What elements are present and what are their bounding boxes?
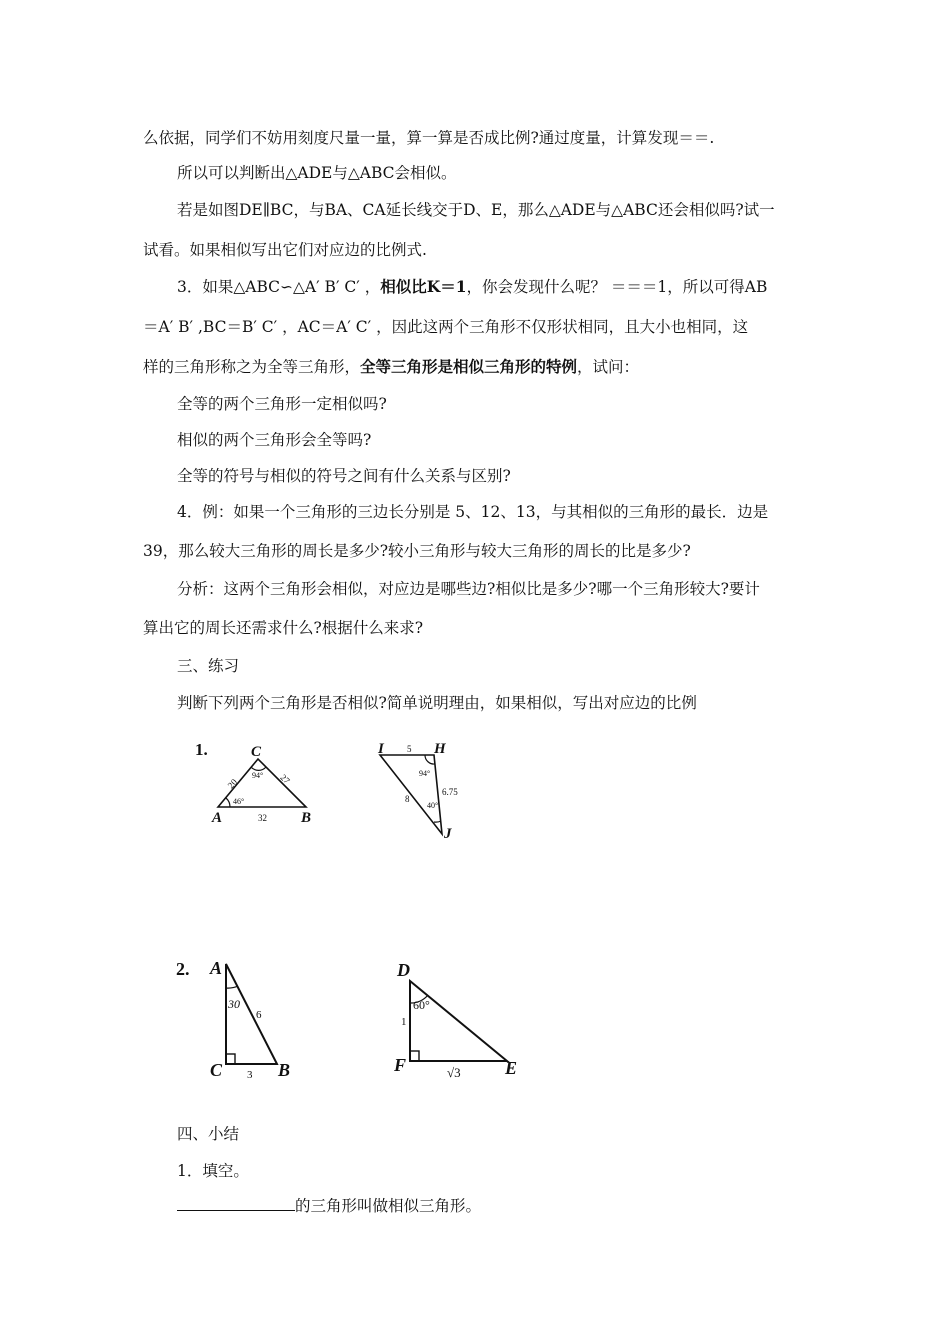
label-j: J bbox=[444, 826, 452, 842]
side-ab-length: 32 bbox=[258, 813, 267, 823]
side-bc-length: 27 bbox=[278, 772, 292, 786]
paragraph-4a bbox=[177, 276, 767, 298]
label-a: A bbox=[212, 810, 223, 826]
angle-a-arc bbox=[226, 798, 230, 807]
triangle-def bbox=[410, 981, 507, 1061]
label-b: B bbox=[301, 810, 312, 826]
side-ab-length-2: 6 bbox=[256, 1009, 262, 1021]
angle-d-value: 60° bbox=[413, 998, 430, 1012]
paragraph-3b: 试看。如果相似写出它们对应边的比例式. bbox=[143, 241, 427, 259]
label-a-2: A bbox=[210, 958, 223, 978]
figure-2 bbox=[170, 950, 530, 1085]
figure-2-number: 2. bbox=[176, 959, 190, 979]
angle-h-value: 94° bbox=[419, 769, 431, 778]
angle-a-value: 46° bbox=[233, 797, 245, 806]
side-cb-length-2: 3 bbox=[247, 1069, 253, 1081]
right-angle-f bbox=[410, 1051, 419, 1061]
label-e: E bbox=[505, 1058, 518, 1078]
fill-in-sentence bbox=[177, 1195, 481, 1217]
right-angle-c bbox=[226, 1054, 235, 1064]
side-fe-length: √3 bbox=[447, 1065, 461, 1080]
answer-blank[interactable] bbox=[177, 1196, 295, 1211]
label-d: D bbox=[397, 960, 410, 980]
paragraph-2: 所以可以判断出△ADE与△ABC会相似。 bbox=[177, 164, 457, 182]
angle-a-arc-2 bbox=[226, 986, 238, 988]
label-c-2: C bbox=[210, 1060, 223, 1080]
triangle-ihj bbox=[380, 755, 442, 834]
special-case-bold: 全等三角形是相似三角形的特例 bbox=[360, 357, 578, 376]
question-2: 相似的两个三角形会全等吗? bbox=[177, 431, 372, 449]
paragraph-4c bbox=[143, 356, 639, 378]
paragraph-4a-pre: 3．如果△ABC∽△A′ B′ C′ ， bbox=[177, 278, 381, 296]
side-ij-length: 8 bbox=[405, 794, 410, 804]
paragraph-4c-post: ，试问： bbox=[577, 358, 640, 376]
section-heading-practice: 三、练习 bbox=[177, 657, 240, 675]
side-df-length: 1 bbox=[401, 1016, 407, 1028]
angle-c-arc bbox=[251, 767, 266, 770]
angle-c-value: 94° bbox=[252, 771, 264, 780]
paragraph-6b: 算出它的周长还需求什么?根据什么来求? bbox=[143, 619, 424, 637]
side-ih-length: 5 bbox=[407, 744, 412, 754]
section-heading-summary: 四、小结 bbox=[177, 1125, 240, 1143]
paragraph-4a-post: ，你会发现什么呢？ ＝＝＝1，所以可得AB bbox=[466, 278, 768, 296]
similarity-ratio-bold: 相似比K＝1 bbox=[380, 277, 467, 296]
fill-in-title: 1．填空。 bbox=[177, 1162, 249, 1180]
angle-j-value: 40° bbox=[427, 801, 439, 810]
angle-j-arc bbox=[434, 821, 441, 822]
label-h: H bbox=[434, 741, 446, 757]
fill-in-text: 的三角形叫做相似三角形。 bbox=[295, 1197, 482, 1215]
paragraph-6a: 分析：这两个三角形会相似，对应边是哪些边?相似比是多少?哪一个三角形较大?要计 bbox=[177, 580, 760, 598]
label-b-2: B bbox=[278, 1060, 291, 1080]
paragraph-4c-pre: 样的三角形称之为全等三角形， bbox=[143, 358, 361, 376]
side-ac-length: 20 bbox=[225, 776, 240, 791]
label-i: I bbox=[378, 741, 384, 757]
paragraph-3a: 若是如图DE∥BC，与BA、CA延长线交于D、E，那么△ADE与△ABC还会相似吗?试一 bbox=[177, 201, 775, 219]
figure-1-number: 1. bbox=[195, 740, 208, 759]
triangle-abc-right bbox=[226, 964, 277, 1064]
question-3: 全等的符号与相似的符号之间有什么关系与区别? bbox=[177, 467, 511, 485]
label-f: F bbox=[394, 1055, 407, 1075]
figure-1 bbox=[190, 735, 480, 845]
practice-instruction: 判断下列两个三角形是否相似?简单说明理由，如果相似，写出对应边的比例 bbox=[177, 694, 697, 712]
paragraph-4b: ＝A′ B′ ,BC＝B′ C′ ，AC＝A′ C′ ，因此这两个三角形不仅形状相同，且大小也相同，这 bbox=[143, 318, 749, 336]
angle-a-value-2: 30 bbox=[228, 997, 240, 1011]
side-hj-length: 6.75 bbox=[442, 787, 458, 797]
question-1: 全等的两个三角形一定相似吗? bbox=[177, 395, 387, 413]
paragraph-1: 么依据，同学们不妨用刻度尺量一量，算一算是否成比例?通过度量，计算发现＝＝. bbox=[143, 129, 715, 147]
paragraph-5b: 39，那么较大三角形的周长是多少?较小三角形与较大三角形的周长的比是多少? bbox=[143, 542, 691, 560]
label-c: C bbox=[251, 744, 262, 760]
paragraph-5a: 4．例：如果一个三角形的三边长分别是 5、12、13，与其相似的三角形的最长．边是 bbox=[177, 503, 769, 521]
